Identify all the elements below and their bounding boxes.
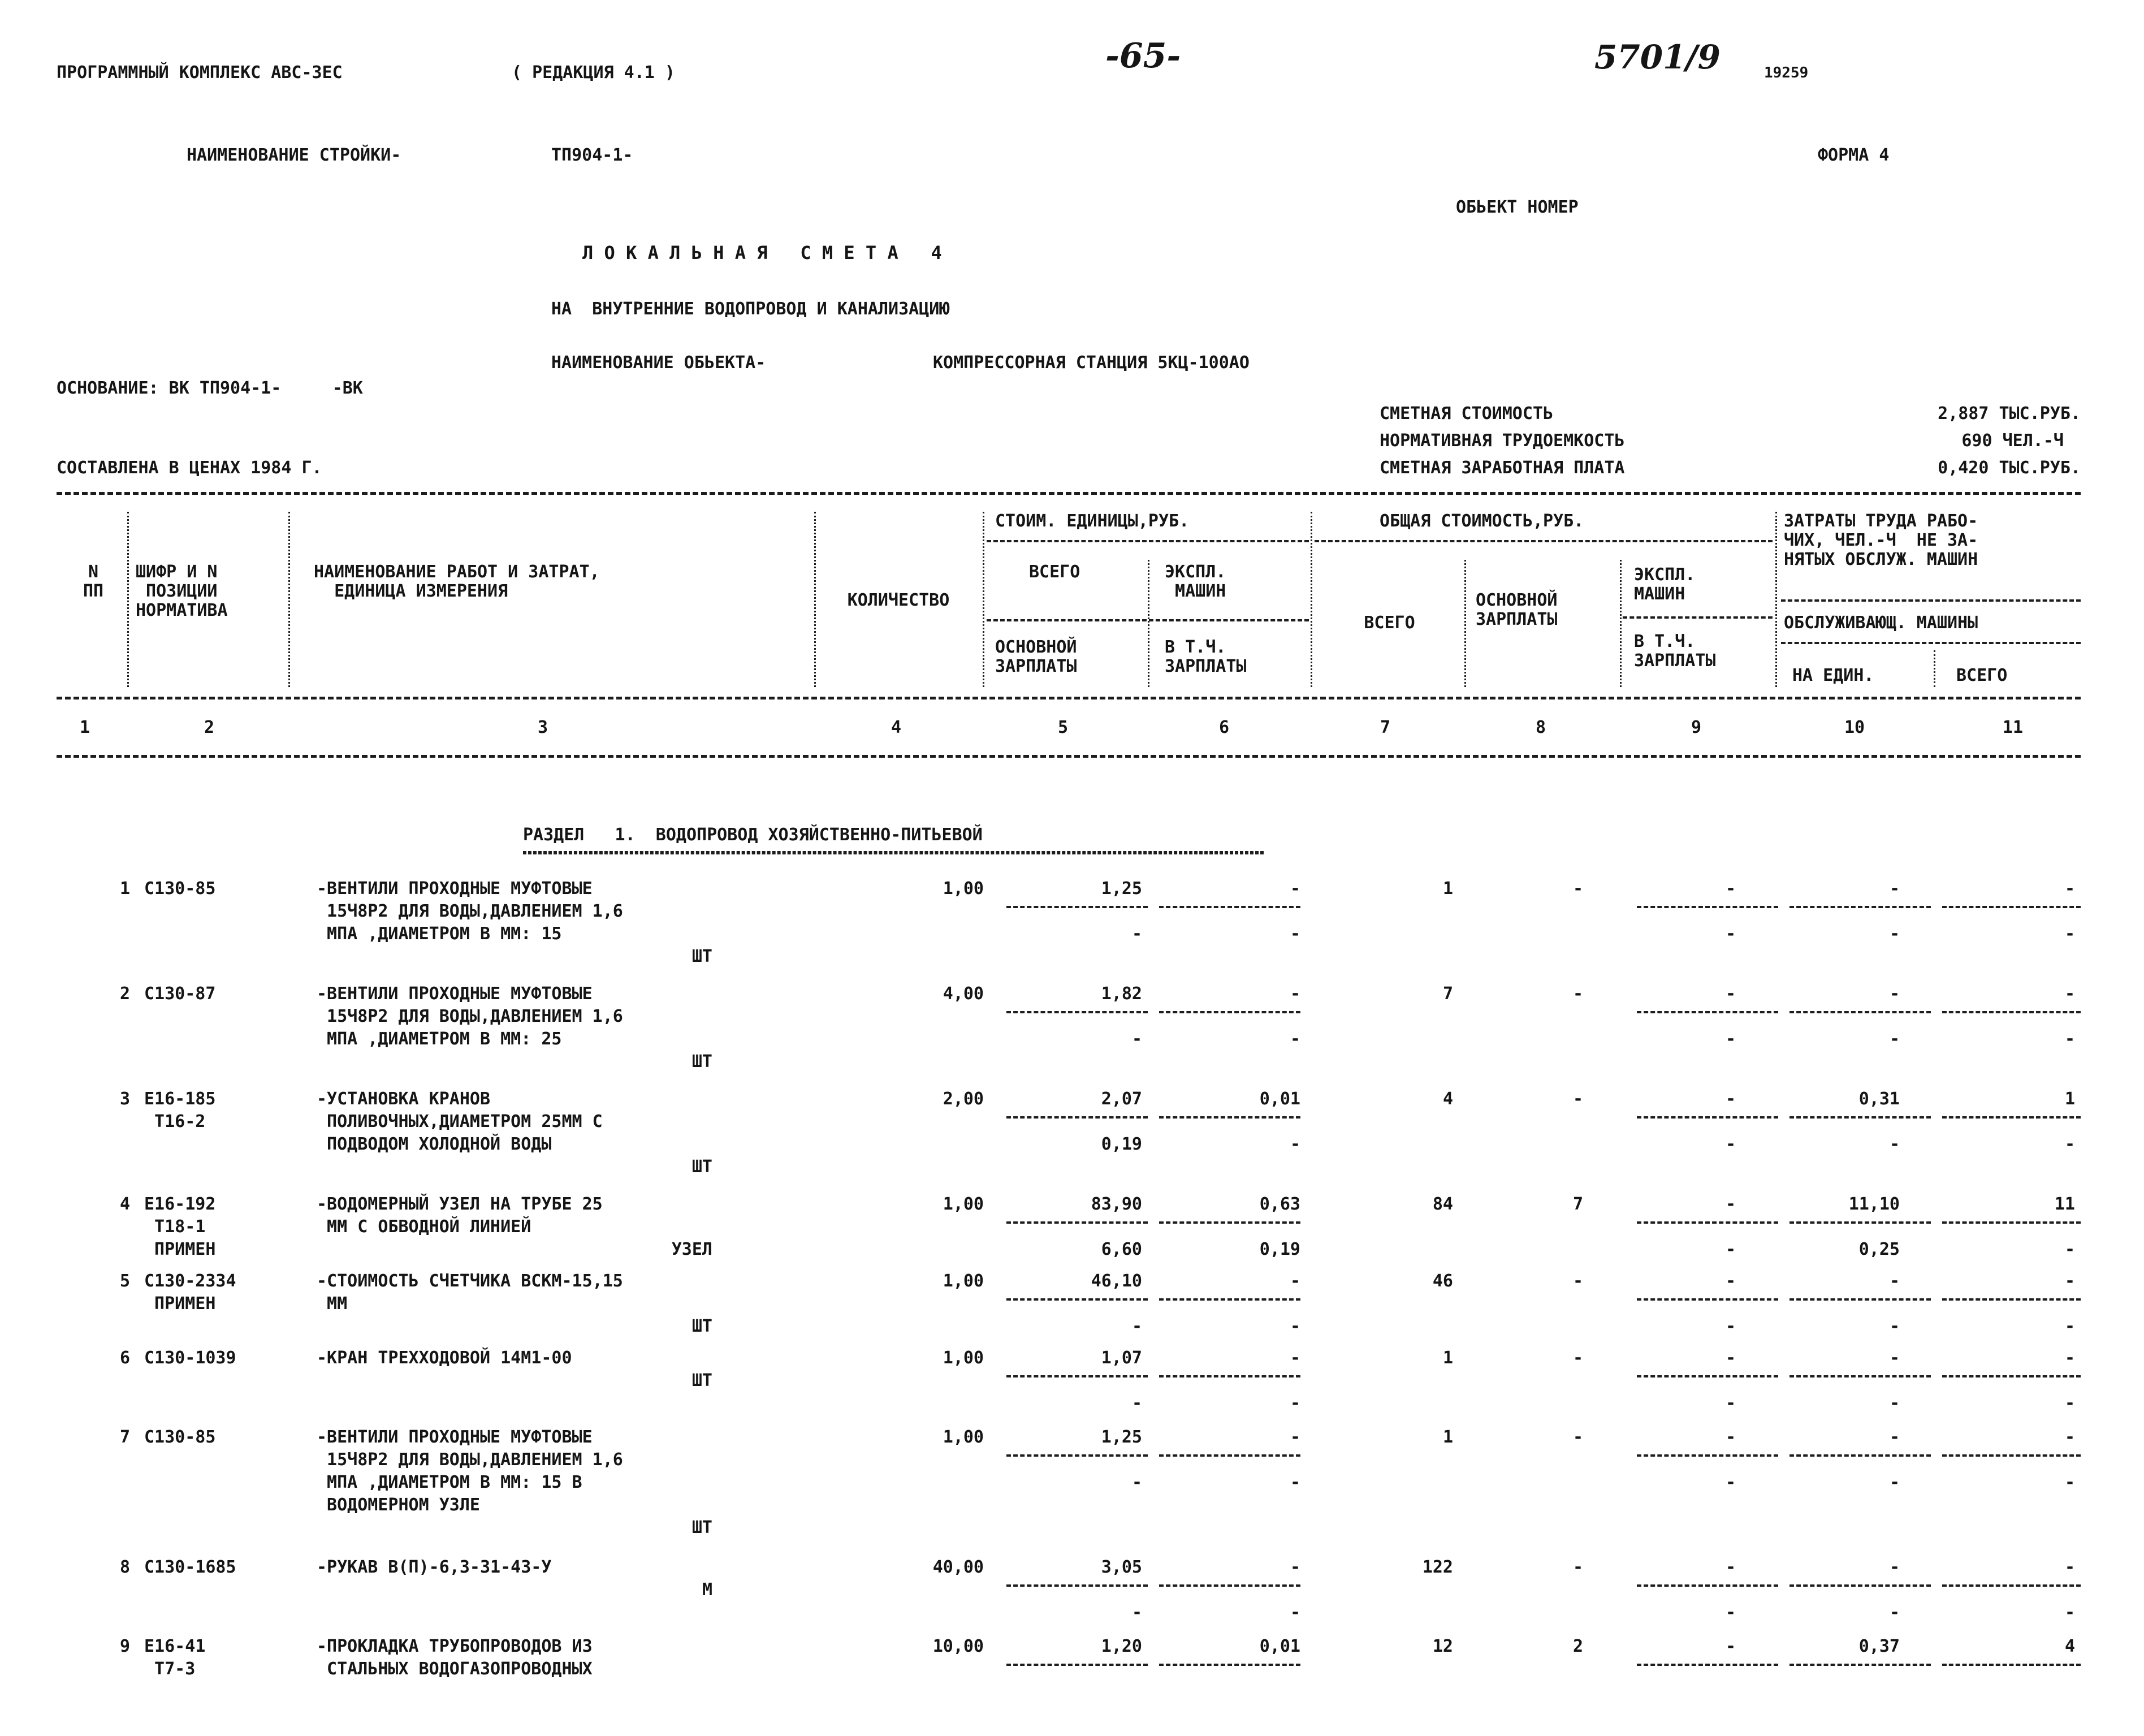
row-labor-machines-unit: - xyxy=(1889,1472,1900,1492)
row-unit-machine-wages: - xyxy=(1290,1393,1300,1413)
row-name: -ВЕНТИЛИ ПРОХОДНЫЕ МУФТОВЫЕ 15Ч8Р2 ДЛЯ ВОДЫ,ДАВЛЕНИЕМ 1,6 МПА ,ДИАМЕТРОМ В ММ: 15 xyxy=(317,879,623,944)
row-unit: ШТ xyxy=(691,947,712,966)
row-machine-wages: - xyxy=(1725,1472,1736,1492)
row-name: -УСТАНОВКА КРАНОВ ПОЛИВОЧНЫХ,ДИАМЕТРОМ 25ММ С ПОДВОДОМ ХОЛОДНОЙ ВОДЫ xyxy=(317,1089,603,1154)
row-number: 9 xyxy=(119,1636,130,1656)
row-code: Е16-185 Т16-2 xyxy=(144,1089,216,1132)
basis-line: ОСНОВАНИЕ: ВК ТП904-1- -ВК xyxy=(57,378,363,398)
row-code: С130-1685 xyxy=(144,1557,236,1577)
row-sub-rule xyxy=(1637,1584,1778,1587)
row-code: Е16-41 Т7-3 xyxy=(144,1636,206,1679)
th-total-cost-group: ОБЩАЯ СТОИМОСТЬ,РУБ. xyxy=(1380,511,1584,531)
row-total: 46 xyxy=(1432,1271,1453,1291)
row-unit-machines: - xyxy=(1290,1348,1300,1368)
row-code: С130-1039 xyxy=(144,1348,236,1368)
row-unit-wages: 0,19 xyxy=(1101,1134,1142,1154)
row-sub-rule xyxy=(1942,1298,2081,1301)
row-quantity: 1,00 xyxy=(943,1271,984,1291)
object-value: КОМПРЕССОРНАЯ СТАНЦИЯ 5КЦ-100АО xyxy=(933,353,1250,373)
column-number: 6 xyxy=(1218,718,1230,737)
column-number: 5 xyxy=(1057,718,1069,737)
th-col6-bottom: В Т.Ч. ЗАРПЛАТЫ xyxy=(1165,637,1247,676)
row-unit: ШТ xyxy=(691,1052,712,1072)
row-sub-rule xyxy=(1637,906,1778,908)
construction-label: НАИМЕНОВАНИЕ СТРОЙКИ- xyxy=(187,145,401,165)
row-labor-machines-total: - xyxy=(2064,1472,2075,1492)
column-number: 2 xyxy=(204,718,215,737)
row-unit: УЗЕЛ xyxy=(671,1240,712,1259)
row-unit-machine-wages: - xyxy=(1290,1472,1300,1492)
row-sub-rule xyxy=(1942,1454,2081,1457)
page-number: -65- xyxy=(1105,36,1181,76)
row-sub-rule xyxy=(1637,1454,1778,1457)
row-sub-rule xyxy=(1159,1221,1300,1224)
row-labor-total: - xyxy=(2064,1348,2075,1368)
row-labor-machines-unit: - xyxy=(1889,1029,1900,1049)
row-unit-wages: - xyxy=(1131,924,1142,944)
row-unit-machine-wages: - xyxy=(1290,1316,1300,1336)
row-sub-rule xyxy=(1942,1664,2081,1666)
row-unit-wages: - xyxy=(1131,1029,1142,1049)
th-col5-top: ВСЕГО xyxy=(1029,562,1080,582)
row-sub-rule xyxy=(1942,1375,2081,1377)
row-sub-rule xyxy=(1006,1011,1148,1013)
row-machine-wages: - xyxy=(1725,1134,1736,1154)
th-labor-rule-1 xyxy=(1781,599,2081,602)
row-labor-machines-unit: - xyxy=(1889,924,1900,944)
summary-value-cost: 2,887 ТЫС.РУБ. xyxy=(1938,404,2081,424)
th-unit-cost-rule xyxy=(987,540,1309,542)
row-sub-rule xyxy=(1159,1116,1300,1119)
row-number: 8 xyxy=(119,1557,130,1577)
row-number: 1 xyxy=(119,879,130,899)
row-labor-unit: - xyxy=(1889,1348,1900,1368)
row-unit-total: 3,05 xyxy=(1101,1557,1142,1577)
col-divider-2 xyxy=(288,512,290,687)
row-total: 12 xyxy=(1432,1636,1453,1656)
row-sub-rule xyxy=(1637,1221,1778,1224)
row-sub-rule xyxy=(1159,1454,1300,1457)
row-unit-machines: - xyxy=(1290,984,1300,1004)
row-code: С130-2334 ПРИМЕН xyxy=(144,1271,236,1314)
row-labor-machines-total: - xyxy=(2064,1134,2075,1154)
header-top-rule xyxy=(57,492,2081,495)
handwritten-code: 5701/9 xyxy=(1594,38,1721,76)
row-machines: - xyxy=(1725,879,1736,899)
row-labor-total: 4 xyxy=(2064,1636,2075,1656)
th-col7: ВСЕГО xyxy=(1364,613,1415,633)
th-unit-cost-group: СТОИМ. ЕДИНИЦЫ,РУБ. xyxy=(995,511,1190,531)
row-sub-rule xyxy=(1159,1584,1300,1587)
row-unit-machine-wages: - xyxy=(1290,1029,1300,1049)
row-machines: - xyxy=(1725,1557,1736,1577)
row-unit: ШТ xyxy=(691,1518,712,1538)
row-labor-machines-total: - xyxy=(2064,924,2075,944)
row-labor-machines-total: - xyxy=(2064,1029,2075,1049)
header-bottom-rule xyxy=(57,755,2081,758)
th-col9-top: ЭКСПЛ. МАШИН xyxy=(1634,565,1696,604)
program-edition: ( РЕДАКЦИЯ 4.1 ) xyxy=(512,63,675,83)
row-labor-unit: 0,31 xyxy=(1858,1089,1900,1109)
row-wages: - xyxy=(1572,1271,1583,1291)
row-unit-total: 1,20 xyxy=(1101,1636,1142,1656)
row-machines: - xyxy=(1725,1348,1736,1368)
row-sub-rule xyxy=(1637,1298,1778,1301)
row-labor-unit: 11,10 xyxy=(1848,1194,1900,1214)
row-machines: - xyxy=(1725,1194,1736,1214)
row-name: -ВОДОМЕРНЫЙ УЗЕЛ НА ТРУБЕ 25 ММ С ОБВОДНОЙ ЛИНИЕЙ xyxy=(317,1194,603,1237)
row-unit-total: 1,25 xyxy=(1101,1427,1142,1447)
th-row-number: N ПП xyxy=(83,562,104,601)
th-name: НАИМЕНОВАНИЕ РАБОТ И ЗАТРАТ, ЕДИНИЦА ИЗМЕРЕНИЯ xyxy=(314,562,600,601)
row-sub-rule xyxy=(1159,1298,1300,1301)
row-sub-rule xyxy=(1159,1664,1300,1666)
th-unit-cost-mid-rule xyxy=(987,619,1309,621)
row-labor-machines-unit: 0,25 xyxy=(1858,1240,1900,1259)
row-unit-machines: 0,01 xyxy=(1259,1636,1300,1656)
row-quantity: 2,00 xyxy=(943,1089,984,1109)
row-unit-wages: 6,60 xyxy=(1101,1240,1142,1259)
summary-value-labor: 690 ЧЕЛ.-Ч xyxy=(1961,431,2064,451)
row-unit-total: 46,10 xyxy=(1091,1271,1142,1291)
row-sub-rule xyxy=(1942,906,2081,908)
row-machine-wages: - xyxy=(1725,1316,1736,1336)
row-labor-unit: - xyxy=(1889,984,1900,1004)
row-labor-total: - xyxy=(2064,1557,2075,1577)
row-labor-total: - xyxy=(2064,879,2075,899)
row-sub-rule xyxy=(1006,1375,1148,1377)
th-quantity: КОЛИЧЕСТВО xyxy=(847,590,950,610)
row-total: 1 xyxy=(1442,1348,1453,1368)
row-unit-total: 1,07 xyxy=(1101,1348,1142,1368)
row-machines: - xyxy=(1725,1636,1736,1656)
row-unit-machines: - xyxy=(1290,1557,1300,1577)
row-machine-wages: - xyxy=(1725,1603,1736,1622)
th-col5-bottom: ОСНОВНОЙ ЗАРПЛАТЫ xyxy=(995,637,1077,676)
row-labor-unit: - xyxy=(1889,1427,1900,1447)
row-sub-rule xyxy=(1006,1454,1148,1457)
row-unit-total: 2,07 xyxy=(1101,1089,1142,1109)
row-labor-total: 1 xyxy=(2064,1089,2075,1109)
column-number: 10 xyxy=(1844,718,1865,737)
row-labor-total: 11 xyxy=(2054,1194,2075,1214)
row-sub-rule xyxy=(1637,1375,1778,1377)
column-number: 7 xyxy=(1380,718,1391,737)
row-total: 1 xyxy=(1442,879,1453,899)
col-divider-1 xyxy=(127,512,129,687)
row-quantity: 1,00 xyxy=(943,1427,984,1447)
row-code: С130-85 xyxy=(144,1427,216,1447)
row-labor-unit: 0,37 xyxy=(1858,1636,1900,1656)
row-sub-rule xyxy=(1159,906,1300,908)
row-name: -ВЕНТИЛИ ПРОХОДНЫЕ МУФТОВЫЕ 15Ч8Р2 ДЛЯ ВОДЫ,ДАВЛЕНИЕМ 1,6 МПА ,ДИАМЕТРОМ В ММ: 25 xyxy=(317,984,623,1049)
th-col6-top: ЭКСПЛ. МАШИН xyxy=(1165,562,1226,601)
row-quantity: 1,00 xyxy=(943,1194,984,1214)
row-sub-rule xyxy=(1006,1664,1148,1666)
row-wages: - xyxy=(1572,1557,1583,1577)
row-quantity: 1,00 xyxy=(943,1348,984,1368)
section-underline xyxy=(523,851,1264,854)
row-unit-machine-wages: - xyxy=(1290,1603,1300,1622)
row-sub-rule xyxy=(1942,1584,2081,1587)
row-name: -ПРОКЛАДКА ТРУБОПРОВОДОВ ИЗ СТАЛЬНЫХ ВОДОГАЗОПРОВОДНЫХ xyxy=(317,1636,593,1679)
col-divider-9 xyxy=(1775,512,1777,687)
row-labor-machines-total: - xyxy=(2064,1603,2075,1622)
row-sub-rule xyxy=(1942,1116,2081,1119)
row-sub-rule xyxy=(1159,1375,1300,1377)
row-number: 3 xyxy=(119,1089,130,1109)
row-labor-machines-unit: - xyxy=(1889,1603,1900,1622)
row-sub-rule xyxy=(1789,1116,1931,1119)
row-labor-total: - xyxy=(2064,1271,2075,1291)
row-unit-machines: - xyxy=(1290,1271,1300,1291)
row-quantity: 1,00 xyxy=(943,879,984,899)
row-sub-rule xyxy=(1006,1116,1148,1119)
row-machine-wages: - xyxy=(1725,1029,1736,1049)
row-labor-machines-unit: - xyxy=(1889,1316,1900,1336)
row-labor-total: - xyxy=(2064,984,2075,1004)
row-total: 1 xyxy=(1442,1427,1453,1447)
row-code: С130-87 xyxy=(144,984,216,1004)
row-sub-rule xyxy=(1789,1664,1931,1666)
summary-label-cost: СМЕТНАЯ СТОИМОСТЬ xyxy=(1380,404,1554,424)
row-unit: ШТ xyxy=(691,1371,712,1390)
row-code: С130-85 xyxy=(144,879,216,899)
row-quantity: 4,00 xyxy=(943,984,984,1004)
th-col9-rule xyxy=(1623,616,1773,619)
stamp-number: 19259 xyxy=(1764,64,1809,81)
row-total: 7 xyxy=(1442,984,1453,1004)
program-name: ПРОГРАММНЫЙ КОМПЛЕКС АВС-3ЕС xyxy=(57,63,343,83)
row-sub-rule xyxy=(1006,1298,1148,1301)
row-quantity: 10,00 xyxy=(932,1636,984,1656)
row-machine-wages: - xyxy=(1725,924,1736,944)
row-unit-machine-wages: - xyxy=(1290,924,1300,944)
row-sub-rule xyxy=(1789,1298,1931,1301)
row-labor-machines-total: - xyxy=(2064,1393,2075,1413)
row-unit-total: 1,82 xyxy=(1101,984,1142,1004)
column-number: 1 xyxy=(79,718,90,737)
row-wages: - xyxy=(1572,1089,1583,1109)
row-sub-rule xyxy=(1006,1221,1148,1224)
th-col8: ОСНОВНОЙ ЗАРПЛАТЫ xyxy=(1476,590,1558,629)
row-unit-machines: 0,01 xyxy=(1259,1089,1300,1109)
row-name: -РУКАВ В(П)-6,3-31-43-У xyxy=(317,1557,552,1577)
row-machines: - xyxy=(1725,1089,1736,1109)
th-col9-bottom: В Т.Ч. ЗАРПЛАТЫ xyxy=(1634,632,1716,671)
row-wages: - xyxy=(1572,984,1583,1004)
row-unit-machines: - xyxy=(1290,1427,1300,1447)
column-number: 4 xyxy=(891,718,902,737)
summary-value-wages: 0,420 ТЫС.РУБ. xyxy=(1938,458,2081,478)
th-col10: НА ЕДИН. xyxy=(1792,666,1874,685)
row-wages: - xyxy=(1572,1427,1583,1447)
row-labor-unit: - xyxy=(1889,879,1900,899)
row-labor-total: - xyxy=(2064,1427,2075,1447)
row-unit-total: 1,25 xyxy=(1101,879,1142,899)
row-number: 5 xyxy=(119,1271,130,1291)
row-unit-wages: - xyxy=(1131,1603,1142,1622)
row-sub-rule xyxy=(1637,1011,1778,1013)
estimate-subtitle: НА ВНУТРЕННИЕ ВОДОПРОВОД И КАНАЛИЗАЦИЮ xyxy=(551,299,950,319)
row-unit-total: 83,90 xyxy=(1091,1194,1142,1214)
row-sub-rule xyxy=(1637,1664,1778,1666)
row-sub-rule xyxy=(1789,906,1931,908)
form-label: ФОРМА 4 xyxy=(1818,145,1890,165)
column-number: 8 xyxy=(1535,718,1546,737)
row-sub-rule xyxy=(1006,906,1148,908)
row-number: 6 xyxy=(119,1348,130,1368)
column-number: 9 xyxy=(1691,718,1702,737)
th-total-cost-rule xyxy=(1315,540,1773,542)
row-sub-rule xyxy=(1789,1454,1931,1457)
row-sub-rule xyxy=(1789,1375,1931,1377)
row-wages: 2 xyxy=(1572,1636,1583,1656)
col-divider-4 xyxy=(983,512,984,687)
row-machine-wages: - xyxy=(1725,1240,1736,1259)
row-name: -ВЕНТИЛИ ПРОХОДНЫЕ МУФТОВЫЕ 15Ч8Р2 ДЛЯ ВОДЫ,ДАВЛЕНИЕМ 1,6 МПА ,ДИАМЕТРОМ В ММ: 15 В ВОДОМЕРНОМ УЗЛЕ xyxy=(317,1427,623,1515)
th-col11: ВСЕГО xyxy=(1956,666,2008,685)
row-name: -СТОИМОСТЬ СЧЕТЧИКА ВСКМ-15,15 ММ xyxy=(317,1271,623,1314)
construction-value: ТП904-1- xyxy=(551,145,633,165)
row-labor-machines-total: - xyxy=(2064,1316,2075,1336)
row-labor-machines-unit: - xyxy=(1889,1393,1900,1413)
row-quantity: 40,00 xyxy=(932,1557,984,1577)
row-labor-unit: - xyxy=(1889,1557,1900,1577)
row-wages: - xyxy=(1572,879,1583,899)
th-code: ШИФР И N ПОЗИЦИИ НОРМАТИВА xyxy=(136,562,228,620)
section-title: РАЗДЕЛ 1. ВОДОПРОВОД ХОЗЯЙСТВЕННО-ПИТЬЕВОЙ xyxy=(523,825,983,845)
row-unit-machines: 0,63 xyxy=(1259,1194,1300,1214)
row-machine-wages: - xyxy=(1725,1393,1736,1413)
col-divider-7 xyxy=(1464,560,1466,687)
row-sub-rule xyxy=(1006,1584,1148,1587)
column-number: 3 xyxy=(537,718,548,737)
row-wages: - xyxy=(1572,1348,1583,1368)
row-wages: 7 xyxy=(1572,1194,1583,1214)
row-sub-rule xyxy=(1942,1011,2081,1013)
row-total: 122 xyxy=(1422,1557,1453,1577)
object-number-label: ОБЬЕКТ НОМЕР xyxy=(1456,197,1579,217)
row-sub-rule xyxy=(1159,1011,1300,1013)
row-labor-machines-total: - xyxy=(2064,1240,2075,1259)
th-labor-sub: ОБСЛУЖИВАЮЩ. МАШИНЫ xyxy=(1784,613,1978,633)
row-sub-rule xyxy=(1789,1584,1931,1587)
row-number: 4 xyxy=(119,1194,130,1214)
row-unit: ШТ xyxy=(691,1316,712,1336)
col-divider-8 xyxy=(1620,560,1622,687)
prices-line: СОСТАВЛЕНА В ЦЕНАХ 1984 Г. xyxy=(57,458,322,478)
object-label: НАИМЕНОВАНИЕ ОБЬЕКТА- xyxy=(551,353,766,373)
row-unit: М xyxy=(702,1580,712,1600)
row-code: Е16-192 Т18-1 ПРИМЕН xyxy=(144,1194,216,1259)
row-unit-wages: - xyxy=(1131,1316,1142,1336)
row-unit-wages: - xyxy=(1131,1472,1142,1492)
col-divider-6 xyxy=(1311,512,1312,687)
col-divider-10 xyxy=(1934,650,1935,687)
summary-label-labor: НОРМАТИВНАЯ ТРУДОЕМКОСТЬ xyxy=(1380,431,1625,451)
row-total: 84 xyxy=(1432,1194,1453,1214)
row-number: 2 xyxy=(119,984,130,1004)
column-number: 11 xyxy=(2002,718,2024,737)
header-mid-rule xyxy=(57,697,2081,699)
row-unit-machine-wages: - xyxy=(1290,1134,1300,1154)
row-machines: - xyxy=(1725,1427,1736,1447)
estimate-title: Л О К А Л Ь Н А Я С М Е Т А 4 xyxy=(582,242,942,264)
summary-label-wages: СМЕТНАЯ ЗАРАБОТНАЯ ПЛАТА xyxy=(1380,458,1625,478)
row-sub-rule xyxy=(1789,1221,1931,1224)
row-name: -КРАН ТРЕХХОДОВОЙ 14М1-00 xyxy=(317,1348,572,1368)
row-unit-wages: - xyxy=(1131,1393,1142,1413)
row-unit-machines: - xyxy=(1290,879,1300,899)
th-labor-group: ЗАТРАТЫ ТРУДА РАБО- ЧИХ, ЧЕЛ.-Ч НЕ ЗА- НЯТЫХ ОБСЛУЖ. МАШИН xyxy=(1784,511,1978,569)
row-unit-machine-wages: 0,19 xyxy=(1259,1240,1300,1259)
row-machines: - xyxy=(1725,984,1736,1004)
row-sub-rule xyxy=(1789,1011,1931,1013)
row-sub-rule xyxy=(1637,1116,1778,1119)
row-labor-unit: - xyxy=(1889,1271,1900,1291)
row-machines: - xyxy=(1725,1271,1736,1291)
row-sub-rule xyxy=(1942,1221,2081,1224)
row-total: 4 xyxy=(1442,1089,1453,1109)
row-labor-machines-unit: - xyxy=(1889,1134,1900,1154)
row-unit: ШТ xyxy=(691,1157,712,1177)
col-divider-5 xyxy=(1148,560,1149,687)
th-labor-rule-2 xyxy=(1781,642,2081,644)
row-number: 7 xyxy=(119,1427,130,1447)
